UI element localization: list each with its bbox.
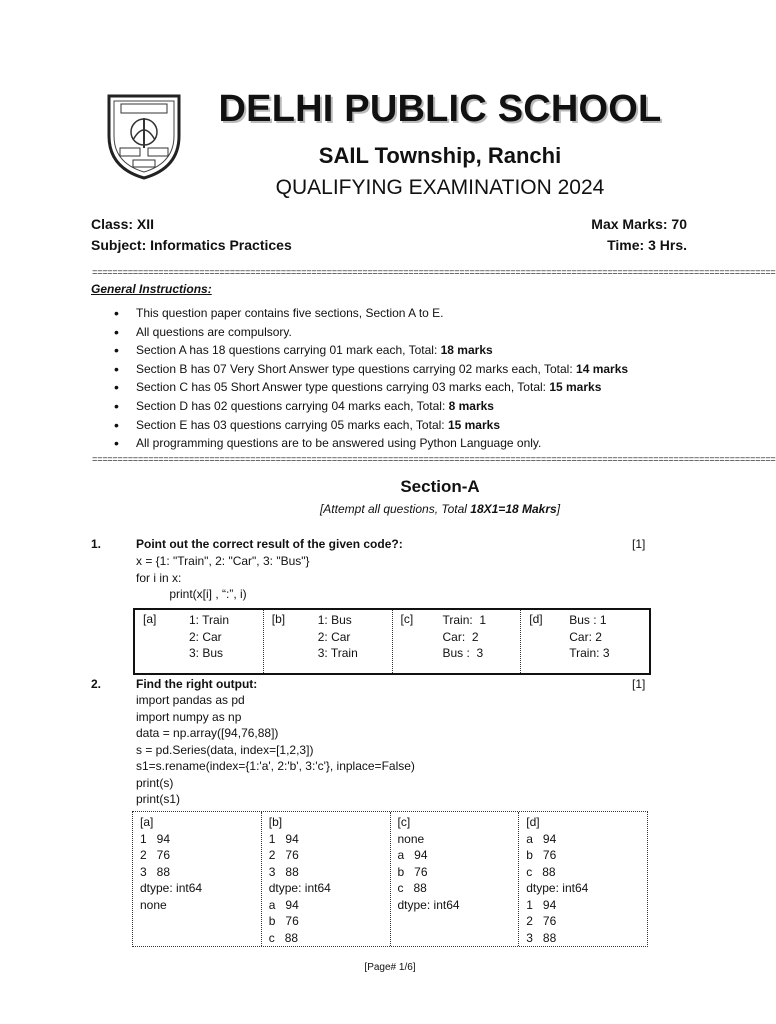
q2-options-table	[132, 811, 648, 947]
option-b: [b] 1: Bus 2: Car 3: Train	[264, 610, 393, 673]
instruction-item: • All programming questions are to be answered using Python Language only.	[110, 434, 690, 453]
question-number: 1.	[91, 537, 102, 551]
option-d: [d] Bus : 1 Car: 2 Train: 3	[529, 612, 610, 660]
instruction-item: • This question paper contains five sections, Section A to E.	[110, 304, 690, 323]
option-c: [c] Train: 1 Car: 2 Bus : 3	[393, 610, 522, 673]
question-code: import pandas as pd import numpy as np data = np.array([94,76,88]) s = pd.Series(data, index=[1,2,3]) s1=s.rename(index={1:'a', 2:'b', 3:'c'}, inplace=False) print(s) print(s1)	[136, 693, 415, 806]
option-b: [b] 1 94 2 76 3 88 dtype: int64 a 94 b 76 c 88	[262, 812, 391, 946]
section-note: [Attempt all questions, Total 18X1=18 Makrs]	[319, 502, 561, 516]
class-label: Class: XII	[91, 216, 155, 232]
exam-title: QUALIFYING EXAMINATION 2024	[275, 176, 605, 199]
instruction-item: • Section C has 05 Short Answer type questions carrying 03 marks each, Total: 15 marks	[110, 378, 690, 397]
subject-label: Subject: Informatics Practices	[91, 237, 292, 253]
question-text: Find the right output:	[136, 677, 258, 691]
divider-top: ======================================================================================================================================	[92, 268, 776, 278]
question-marks: [1]	[632, 677, 646, 691]
option-c: [c] none a 94 b 76 c 88 dtype: int64	[391, 812, 520, 946]
instruction-item: • Section A has 18 questions carrying 01 mark each, Total: 18 marks	[110, 341, 690, 360]
instruction-item: • All questions are compulsory.	[110, 323, 690, 342]
question-code: x = {1: "Train", 2: "Car", 3: "Bus"} for i in x: print(x[i] , “:”, i)	[136, 554, 310, 601]
school-branch: SAIL Township, Ranchi	[318, 143, 562, 168]
question-marks: [1]	[632, 537, 646, 551]
time-label: Time: 3 Hrs.	[607, 237, 687, 253]
q1-options-table	[133, 608, 651, 675]
instruction-item: • Section B has 07 Very Short Answer type questions carrying 02 marks each, Total: 14 marks	[110, 360, 690, 379]
option-a: [a] 1 94 2 76 3 88 dtype: int64 none	[133, 812, 262, 946]
option-d: [d] a 94 b 76 c 88 dtype: int64 1 94 2 76 3 88	[526, 815, 589, 945]
school-name: DELHI PUBLIC SCHOOL	[218, 88, 662, 130]
school-logo	[103, 90, 185, 180]
page-number: [Page# 1/6]	[364, 962, 416, 973]
question-number: 2.	[91, 677, 102, 691]
option-a: [a] 1: Train 2: Car 3: Bus	[135, 610, 264, 673]
max-marks: Max Marks: 70	[591, 216, 687, 232]
instruction-item: • Section E has 03 questions carrying 05 marks each, Total: 15 marks	[110, 416, 690, 435]
divider-bottom: ======================================================================================================================================	[92, 455, 776, 465]
section-title: Section-A	[400, 477, 480, 496]
instructions-list	[110, 304, 690, 453]
instructions-heading: General Instructions:	[91, 282, 212, 296]
instruction-item: • Section D has 02 questions carrying 04 marks each, Total: 8 marks	[110, 397, 690, 416]
question-text: Point out the correct result of the given code?:	[136, 537, 403, 551]
